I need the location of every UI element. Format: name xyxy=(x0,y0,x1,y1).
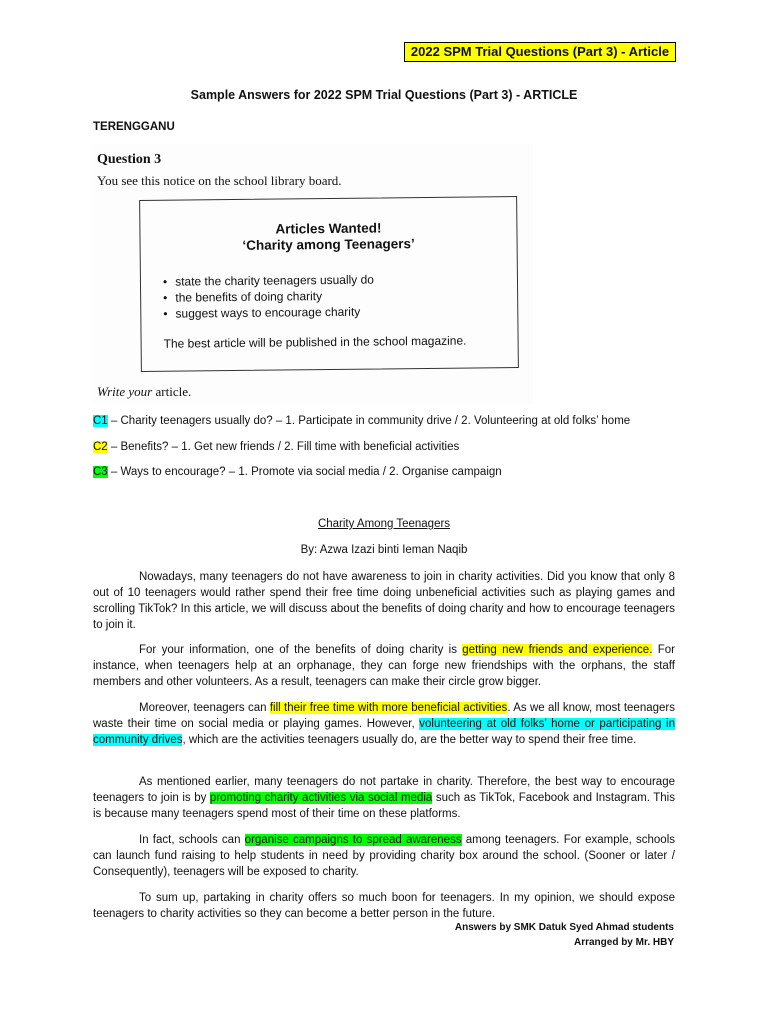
notice-bullet: • the benefits of doing charity xyxy=(163,289,322,305)
essay-paragraph-3 xyxy=(93,700,675,748)
credit-students: Answers by SMK Datuk Syed Ahmad students xyxy=(454,922,674,933)
para-text: As mentioned earlier, many teenagers do not partake in charity. Therefore, the best way to encourage teenagers to join is by xyxy=(93,776,675,804)
notice-subtitle: ‘Charity among Teenagers’ xyxy=(242,236,415,253)
notice-box xyxy=(139,196,519,372)
write-word: article. xyxy=(155,384,192,399)
para-text: Moreover, teenagers can xyxy=(139,702,270,714)
highlight-benefit: fill their free time with more beneficial activities xyxy=(269,702,508,714)
criteria-tag: C2 xyxy=(93,441,108,453)
state-heading: TERENGGANU xyxy=(93,121,175,133)
credit-arranger: Arranged by Mr. HBY xyxy=(573,937,674,948)
para-text: For instance, when teenagers help at an orphanage, they can forge new friendships with the orphans, the staff members and other volunteers. As a result, teenagers can make their circle grow bigger. xyxy=(93,644,675,688)
essay-title: Charity Among Teenagers xyxy=(317,518,451,530)
write-instruction xyxy=(97,384,191,400)
notice-bullet: • suggest ways to encourage charity xyxy=(163,305,360,321)
notice-title: Articles Wanted! xyxy=(275,220,382,237)
question-label: Question 3 xyxy=(97,152,162,167)
essay-paragraph-1: Nowadays, many teenagers do not have awareness to join in charity activities. Did you know that only 8 out of 10 teenagers would rather spend their free time doing unbeneficial activities such as playing games and scrolling TikTok? In this article, we will discuss about the benefits of doing charity and how to encourage teenagers to join it. xyxy=(93,571,675,631)
highlight-benefit: getting new friends and experience. xyxy=(462,644,653,656)
criteria-text: – Ways to encourage? – 1. Promote via social media / 2. Organise campaign xyxy=(107,466,502,478)
criteria-tag: C1 xyxy=(93,415,108,427)
essay-paragraph-4 xyxy=(93,774,675,822)
criteria-tag: C3 xyxy=(93,466,108,478)
para-text: In fact, schools can xyxy=(139,834,245,846)
highlight-encourage: promoting charity activities via social media xyxy=(209,792,433,804)
question-instruction: You see this notice on the school library board. xyxy=(97,173,342,188)
essay-paragraph-2 xyxy=(93,642,675,690)
para-text: among teenagers. For example, schools can launch fund raising to help students in need by providing charity box around the school. (Sooner or later / Consequently), teenagers will be exposed to charity. xyxy=(93,834,676,878)
notice-footer: The best article will be published in the school magazine. xyxy=(163,333,467,351)
para-text: . As we all know, most teenagers waste their time on social media or playing games. However, xyxy=(93,702,675,730)
header-badge: 2022 SPM Trial Questions (Part 3) - Article xyxy=(404,42,676,62)
highlight-charity: volunteering at old folks’ home or participating in community drives xyxy=(93,718,676,746)
essay-author: By: Azwa Izazi binti Ieman Naqib xyxy=(300,544,468,556)
notice-bullet: • state the charity teenagers usually do xyxy=(163,273,374,289)
criteria-text: – Charity teenagers usually do? – 1. Participate in community drive / 2. Volunteering at old folks’ home xyxy=(107,415,631,427)
essay-paragraph-5 xyxy=(93,832,675,880)
write-prefix: Write your xyxy=(97,384,156,399)
para-text: For your information, one of the benefits of doing charity is xyxy=(139,644,463,656)
para-text: , which are the activities teenagers usually do, are the better way to spend their free time. xyxy=(182,734,637,746)
criteria-c3 xyxy=(93,466,502,478)
page-title: Sample Answers for 2022 SPM Trial Questions (Part 3) - ARTICLE xyxy=(190,88,578,102)
criteria-text: – Benefits? – 1. Get new friends / 2. Fill time with beneficial activities xyxy=(107,441,460,453)
highlight-encourage: organise campaigns to spread awareness xyxy=(244,834,462,846)
para-text: such as TikTok, Facebook and Instagram. This is because many teenagers spend most of their time on these platforms. xyxy=(93,792,675,820)
criteria-c2 xyxy=(93,441,459,453)
essay-paragraph-6: To sum up, partaking in charity offers so much boon for teenagers. In my opinion, we should expose teenagers to charity activities so they can become a better person in the future. xyxy=(93,892,675,920)
criteria-c1 xyxy=(93,415,630,427)
